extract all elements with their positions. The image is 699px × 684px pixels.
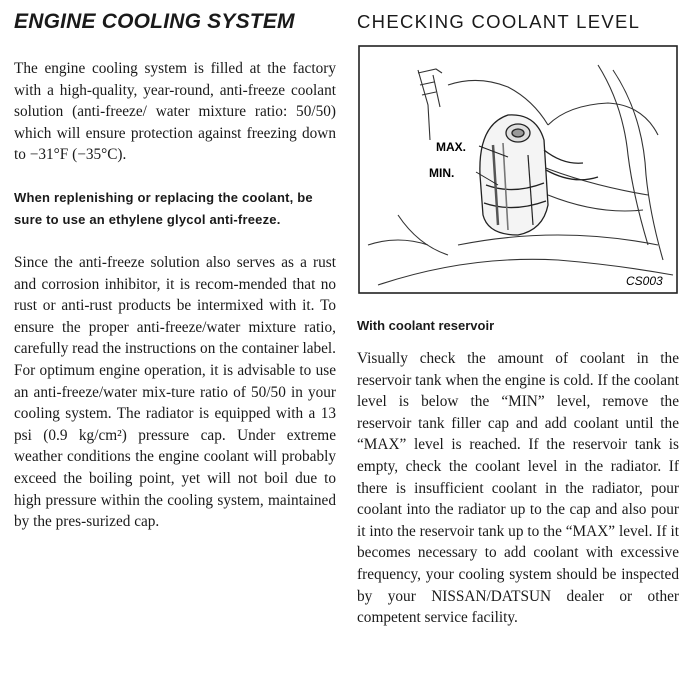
label-max: MAX. [436, 140, 466, 154]
section-title-coolant: CHECKING COOLANT LEVEL [357, 11, 641, 32]
body-paragraph-coolant: Visually check the amount of coolant in the reservoir tank when the engine is cold. If the coolant level is below the “MIN” level, remove the reservoir tank filler cap and add coolant until the “MAX” level is reached. If the reservoir tank is empty, check the coolant level in the radiator. If there is insufficient coolant in the radiator, pour coolant into the radiator up to the cap and also pour it into the reservoir tank up to the “MAX” level. If it becomes necessary to add coolant with excessive frequency, your cooling system should be inspected by your NISSAN/DATSUN dealer or other competent service facility. [357, 350, 679, 627]
reservoir-illustration [358, 45, 678, 294]
intro-paragraph: The engine cooling system is filled at the factory with a high-quality, year-round, anti-freeze coolant solution (anti-freeze/ water mixture ratio: 50/50) which will ensure protection against freezing down to −31°F (−35°C). [14, 60, 336, 164]
warning-paragraph: When replenishing or replacing the coolant, be sure to use an ethylene glycol anti-freeze. [14, 190, 313, 227]
coolant-reservoir-figure [358, 45, 678, 294]
label-min: MIN. [429, 166, 455, 180]
body-paragraph: Since the anti-freeze solution also serves as a rust and corrosion inhibitor, it is recom-mended that no rust or anti-rust products be intermixed with it. To ensure the proper anti-freeze/water mixture ratio, carefully read the instructions on the container label. For optimum engine operation, it is advisable to use an anti-freeze/water mix-ture ratio of 50/50 in your cooling system. The radiator is equipped with a 13 psi (0.9 kg/cm²) pressure cap. Under extreme weather conditions the engine coolant will probably exceed the boiling point, yet will not boil due to high pressure within the cooling system, maintained by the pres-surized cap. [14, 254, 336, 531]
section-title: ENGINE COOLING SYSTEM [14, 10, 295, 33]
subheading: With coolant reservoir [357, 318, 495, 333]
figure-code: CS003 [626, 274, 663, 288]
